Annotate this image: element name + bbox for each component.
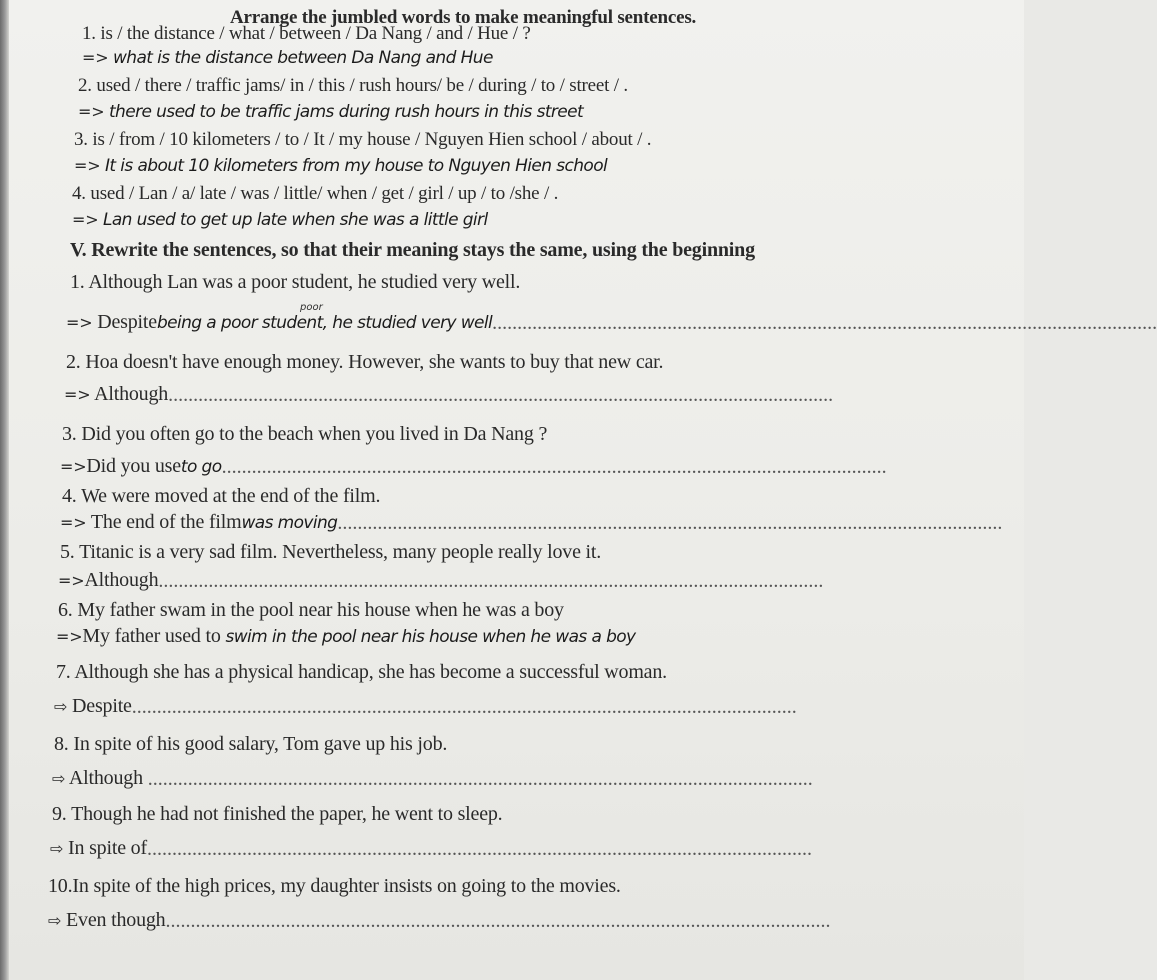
s5-a10-start: Even though	[66, 909, 166, 931]
s5-a1-row	[66, 310, 1157, 335]
s5-q3	[62, 422, 547, 446]
s5-q9-prompt: Though he had not finished the paper, he went to sleep.	[71, 803, 503, 825]
s5-a3-row	[60, 454, 887, 479]
s5-q1-prompt: Although Lan was a poor student, he studied very well.	[88, 271, 521, 293]
s5-q8	[54, 732, 447, 756]
s5-q8-prompt: In spite of his good salary, Tom gave up his job.	[73, 733, 448, 755]
s5-q4-num: 4.	[62, 485, 77, 507]
s5-a6-arrow: =>	[56, 627, 83, 646]
section4-heading: Arrange the jumbled words to make meaningful sentences.	[230, 7, 697, 28]
s5-q2-num: 2.	[66, 351, 81, 373]
s5-a2-dots: .....................................................................................................................................	[168, 384, 834, 406]
s5-a3-answer: to go	[180, 457, 222, 477]
s5-a1-dots: .....................................................................................................................................	[492, 312, 1157, 334]
s5-q9	[52, 802, 502, 826]
s5-q6-num: 6.	[58, 599, 73, 621]
s5-a2-arrow: =>	[64, 385, 91, 404]
s5-a1-answer: being a poor student, he studied very well	[156, 313, 493, 333]
s5-a7-arrow: ⇨	[54, 697, 68, 716]
s5-q5-prompt: Titanic is a very sad film. Nevertheless, many people really love it.	[79, 541, 602, 563]
s5-q3-num: 3.	[62, 423, 77, 445]
s5-q5	[60, 540, 601, 564]
s5-a4-answer: was moving	[241, 513, 338, 533]
s5-a8-dots: .....................................................................................................................................	[147, 768, 813, 790]
s5-a5-dots: .....................................................................................................................................	[158, 570, 824, 592]
section5-heading: V. Rewrite the sentences, so that their meaning stays the same, using the beginning	[70, 239, 755, 261]
s5-a7-dots: .....................................................................................................................................	[131, 696, 797, 718]
s5-a2-row	[64, 382, 868, 407]
s4-q2-prompt: used / there / traffic jams/ in / this / rush hours/ be / during / to / street / .	[96, 75, 628, 96]
s5-q10-prompt: In spite of the high prices, my daughter insists on going to the movies.	[72, 875, 621, 897]
s5-a5-row	[58, 568, 863, 593]
s5-a3-start: Did you use	[86, 455, 181, 477]
s4-a3-arrow: =>	[74, 156, 101, 175]
s5-a6-start: My father used to	[82, 625, 221, 647]
s4-q4-num: 4.	[72, 183, 86, 204]
s5-q4	[62, 484, 380, 508]
s4-q1-num: 1.	[82, 23, 96, 44]
s5-a3-dots: .....................................................................................................................................	[221, 456, 887, 478]
s4-q3	[74, 128, 651, 152]
s4-a3-answer: It is about 10 kilometers from my house to Nguyen Hien school	[104, 156, 608, 176]
s5-a9-arrow: ⇨	[50, 839, 64, 858]
s5-q3-prompt: Did you often go to the beach when you lived in Da Nang ?	[81, 423, 548, 445]
s5-a7-row	[54, 694, 797, 719]
s5-a7-start: Despite	[72, 695, 132, 717]
s5-a4-start: The end of the film	[90, 511, 242, 533]
s4-a4-answer: Lan used to get up late when she was a little girl	[102, 210, 488, 230]
s5-a8-arrow: ⇨	[52, 769, 66, 788]
s4-a4-row	[72, 208, 488, 232]
s5-q7-prompt: Although she has a physical handicap, she has become a successful woman.	[74, 661, 667, 683]
s5-a4-dots: .....................................................................................................................................	[337, 512, 1003, 534]
s5-q9-num: 9.	[52, 803, 67, 825]
binding-edge	[0, 0, 9, 980]
s4-q2-num: 2.	[78, 75, 92, 96]
s5-q7-num: 7.	[56, 661, 71, 683]
s4-a2-arrow: =>	[78, 102, 105, 121]
s5-q1-num: 1.	[70, 271, 85, 293]
s4-q4	[72, 182, 558, 206]
s4-q1-prompt: is / the distance / what / between / Da Nang / and / Hue / ?	[100, 23, 531, 44]
s5-q6	[58, 598, 564, 622]
s4-q3-prompt: is / from / 10 kilometers / to / It / my house / Nguyen Hien school / about / .	[92, 129, 652, 150]
s5-q2	[66, 350, 663, 374]
s5-q4-prompt: We were moved at the end of the film.	[81, 485, 381, 507]
s4-a3-row	[74, 154, 607, 178]
s4-a4-arrow: =>	[72, 210, 99, 229]
s5-a8-start: Although	[68, 767, 143, 789]
s5-a1-correction-note: poor	[300, 302, 323, 313]
s4-q2	[78, 74, 628, 98]
s5-a9-start: In spite of	[68, 837, 147, 859]
s4-a1-row	[82, 46, 493, 70]
s4-a1-arrow: =>	[82, 48, 109, 67]
s5-a2-start: Although	[94, 383, 169, 405]
s4-a2-row	[78, 100, 583, 124]
s5-a3-arrow: =>	[60, 457, 87, 476]
s4-q3-num: 3.	[74, 129, 88, 150]
s4-a2-answer: there used to be traffic jams during rush hours in this street	[108, 102, 584, 122]
s5-a9-row	[50, 836, 812, 861]
s5-a5-arrow: =>	[58, 571, 85, 590]
s5-a10-dots: .....................................................................................................................................	[165, 910, 831, 932]
s5-q10-num: 10.	[48, 875, 73, 897]
s5-q10	[48, 874, 621, 898]
s5-a10-row	[48, 908, 831, 933]
s5-q7	[56, 660, 667, 684]
s5-q2-prompt: Hoa doesn't have enough money. However, she wants to buy that new car.	[85, 351, 664, 373]
s5-a9-dots: .....................................................................................................................................	[146, 838, 812, 860]
s5-a5-start: Although	[84, 569, 159, 591]
s5-a6-answer: swim in the pool near his house when he was a boy	[225, 627, 636, 647]
s5-a6-row	[56, 624, 636, 649]
s5-q8-num: 8.	[54, 733, 69, 755]
s5-q6-prompt: My father swam in the pool near his house when he was a boy	[77, 599, 564, 621]
s5-q1	[70, 270, 520, 294]
s5-a4-row	[60, 510, 1003, 535]
s5-a1-start: Despite	[97, 311, 157, 333]
s4-a1-answer: what is the distance between Da Nang and Hue	[112, 48, 493, 68]
s4-q1	[82, 22, 531, 46]
s5-a10-arrow: ⇨	[48, 911, 62, 930]
s4-q4-prompt: used / Lan / a/ late / was / little/ when / get / girl / up / to /she / .	[90, 183, 559, 204]
s5-q5-num: 5.	[60, 541, 75, 563]
s5-a1-arrow: =>	[66, 313, 93, 332]
s5-a4-arrow: =>	[60, 513, 87, 532]
s5-a8-row	[52, 766, 813, 791]
